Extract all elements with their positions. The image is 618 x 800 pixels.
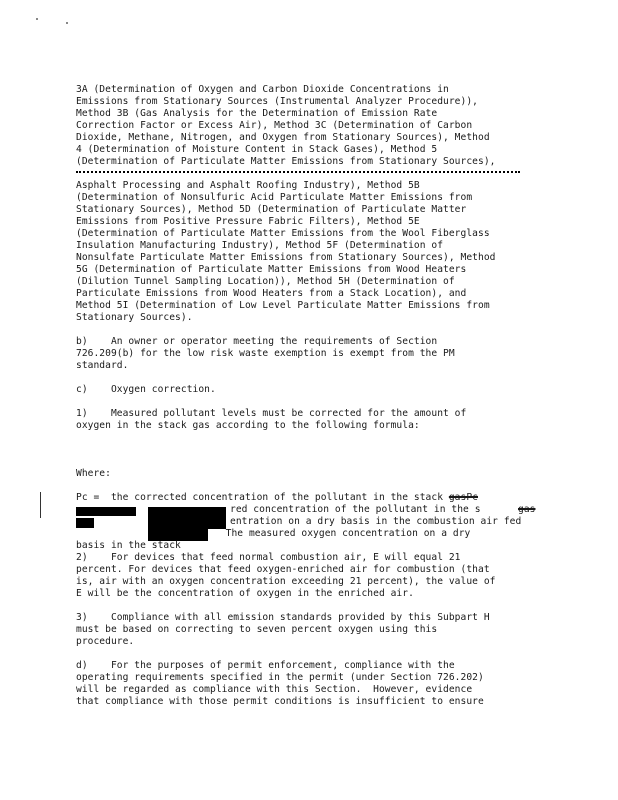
text-line: Method 3B (Gas Analysis for the Determination of Emission Rate <box>76 108 438 119</box>
redaction-block <box>76 518 94 528</box>
text-line: entration on a dry basis in the combustion air fed <box>230 516 522 527</box>
scan-speck <box>36 18 40 22</box>
text-line: basis in the stack <box>76 540 181 551</box>
struck-text: gasPc <box>448 492 478 503</box>
section-heading: c) Oxygen correction. <box>76 384 216 395</box>
text-line: Stationary Sources). <box>76 312 193 323</box>
text-line: Dioxide, Methane, Nitrogen, and Oxygen from Stationary Sources), Method <box>76 132 490 143</box>
text-line: Emissions from Positive Pressure Fabric Filters), Method 5E <box>76 216 420 227</box>
text-line: 3A (Determination of Oxygen and Carbon Dioxide Concentrations in <box>76 84 449 95</box>
text-line: 2) For devices that feed normal combustion air, E will equal 21 <box>76 552 461 563</box>
text-line: The measured oxygen concentration on a dry <box>214 528 471 539</box>
text-line: 4 (Determination of Moisture Content in Stack Gases), Method 5 <box>76 144 438 155</box>
text-line: d) For the purposes of permit enforcement, compliance with the <box>76 660 455 671</box>
text-line: operating requirements specified in the permit (under Section 726.202) <box>76 672 484 683</box>
revision-bar <box>40 492 41 518</box>
text-line: (Determination of Nonsulfuric Acid Particulate Matter Emissions from <box>76 192 473 203</box>
text-line: procedure. <box>76 636 135 647</box>
text-line: Particulate Emissions from Wood Heaters from a Stack Location), and <box>76 288 467 299</box>
pc-definition: Pc = the corrected concentration of the pollutant in the stack <box>76 492 449 503</box>
text-line: standard. <box>76 360 129 371</box>
text-line: (Determination of Particulate Matter Emissions from Stationary Sources), <box>76 156 496 167</box>
text-line: Insulation Manufacturing Industry), Method 5F (Determination of <box>76 240 444 251</box>
text-line: (Dilution Tunnel Sampling Location)), Method 5H (Determination of <box>76 276 455 287</box>
text-line: Stationary Sources), Method 5D (Determination of Particulate Matter <box>76 204 467 215</box>
text-line: will be regarded as compliance with this Section. However, evidence <box>76 684 473 695</box>
text-line: is, air with an oxygen concentration exceeding 21 percent), the value of <box>76 576 496 587</box>
struck-through-line <box>76 171 520 173</box>
text-line: oxygen in the stack gas according to the following formula: <box>76 420 420 431</box>
where-label: Where: <box>76 468 111 479</box>
text-line: red concentration of the pollutant in the s <box>230 504 481 515</box>
text-line: Method 5I (Determination of Low Level Particulate Matter Emissions from <box>76 300 490 311</box>
text-line: Emissions from Stationary Sources (Instrumental Analyzer Procedure)), <box>76 96 478 107</box>
text-line: Nonsulfate Particulate Matter Emissions from Stationary Sources), Method <box>76 252 496 263</box>
text-line: 726.209(b) for the low risk waste exemption is exempt from the PM <box>76 348 455 359</box>
text-line: percent. For devices that feed oxygen-enriched air for combustion (that <box>76 564 490 575</box>
struck-text: gas <box>518 504 536 515</box>
text-line: 3) Compliance with all emission standards provided by this Subpart H <box>76 612 490 623</box>
text-line: 1) Measured pollutant levels must be corrected for the amount of <box>76 408 467 419</box>
text-line: E will be the concentration of oxygen in the enriched air. <box>76 588 414 599</box>
text-line: that compliance with those permit conditions is insufficient to ensure <box>76 696 484 707</box>
text-line: 5G (Determination of Particulate Matter Emissions from Wood Heaters <box>76 264 467 275</box>
text-line: must be based on correcting to seven percent oxygen using this <box>76 624 438 635</box>
redaction-block <box>76 507 136 516</box>
text-line: (Determination of Particulate Matter Emissions from the Wool Fiberglass <box>76 228 490 239</box>
text-line: Asphalt Processing and Asphalt Roofing Industry), Method 5B <box>76 180 420 191</box>
text-line <box>76 492 478 504</box>
text-line: Correction Factor or Excess Air), Method 3C (Determination of Carbon <box>76 120 473 131</box>
text-line: b) An owner or operator meeting the requirements of Section <box>76 336 438 347</box>
